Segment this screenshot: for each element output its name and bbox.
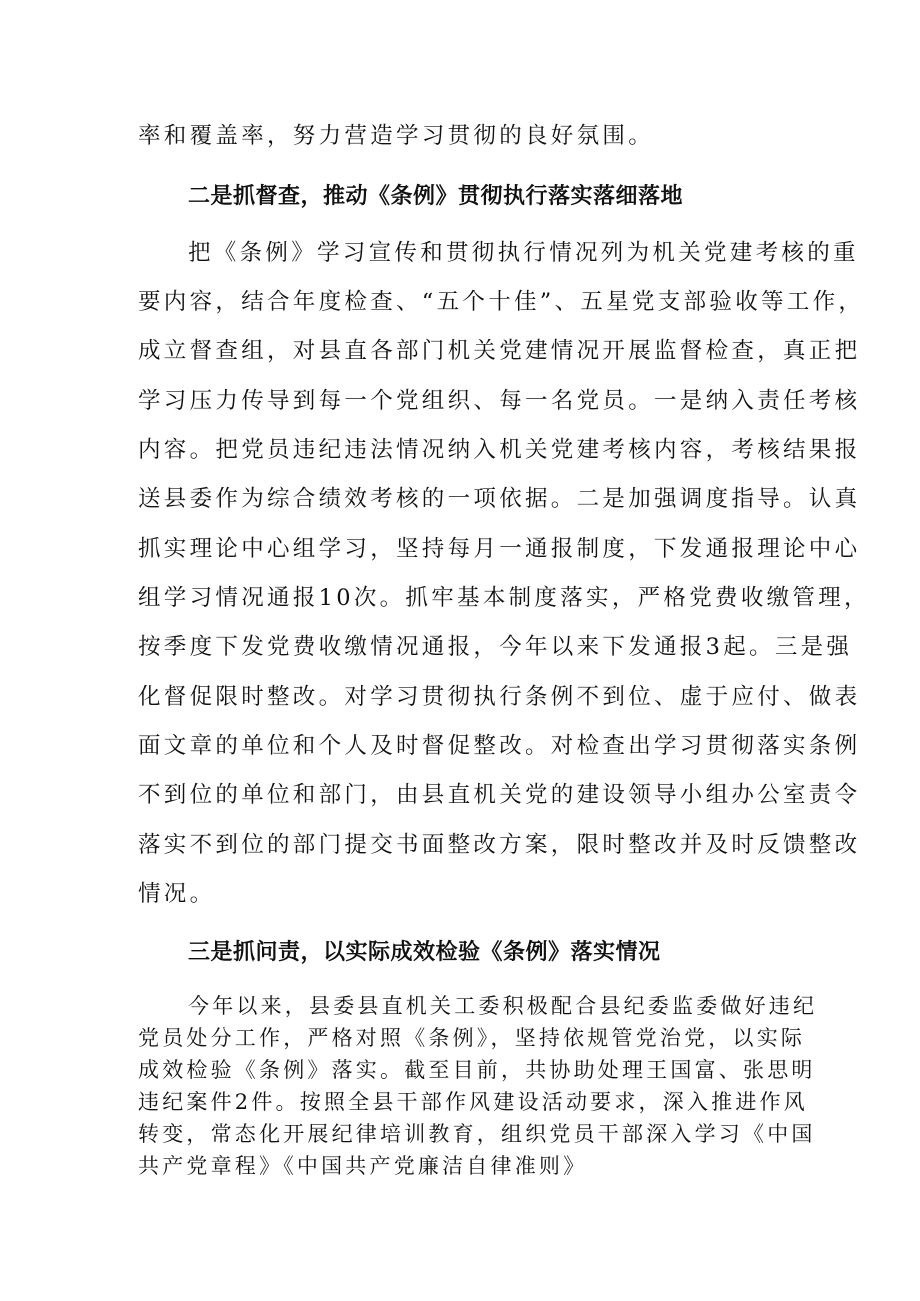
paragraph-line: 落实不到位的部门提交书面整改方案，限时整改并及时反馈整改 [138, 832, 861, 858]
paragraph-line: 面文章的单位和个人及时督促整改。对检查出学习贯彻落实条例 [138, 733, 861, 759]
section-heading-2: 二是抓督查，推动《条例》贯彻执行落实落细落地 [188, 183, 684, 209]
paragraph-line: 成效检验《条例》落实。截至目前，共协助处理王国富、张思明 [138, 1058, 816, 1082]
paragraph-line: 抓实理论中心组学习，坚持每月一通报制度，下发通报理论中心 [138, 536, 861, 562]
paragraph-line: 学习压力传导到每一个党组织、每一名党员。一是纳入责任考核 [138, 388, 861, 414]
paragraph-line: 情况。 [138, 881, 216, 907]
paragraph-line: 送县委作为综合绩效考核的一项依据。二是加强调度指导。认真 [138, 486, 861, 512]
paragraph-line: 内容。把党员违纪违法情况纳入机关党建考核内容，考核结果报 [138, 437, 861, 463]
paragraph-line: 共产党章程》《中国共产党廉洁自律准则》 [138, 1154, 588, 1178]
section-heading-3: 三是抓问责，以实际成效检验《条例》落实情况 [188, 939, 661, 965]
paragraph-line: 转变，常态化开展纪律培训教育，组织党员干部深入学习《中国 [138, 1122, 816, 1146]
paragraph-line: 要内容，结合年度检查、“五个十佳”、五星党支部验收等工作， [138, 289, 865, 315]
paragraph-line: 化督促限时整改。对学习贯彻执行条例不到位、虚于应付、做表 [138, 684, 861, 710]
paragraph-line: 违纪案件2件。按照全县干部作风建设活动要求，深入推进作风 [138, 1090, 808, 1114]
paragraph-line: 把《条例》学习宣传和贯彻执行情况列为机关党建考核的重 [188, 240, 859, 266]
paragraph-line: 党员处分工作，严格对照《条例》，坚持依规管党治党，以实际 [138, 1026, 806, 1050]
paragraph-line: 不到位的单位和部门，由县直机关党的建设领导小组办公室责令 [138, 782, 861, 808]
paragraph-line: 今年以来，县委县直机关工委积极配合县纪委监委做好违纪 [188, 994, 818, 1018]
paragraph-line: 成立督查组，对县直各部门机关党建情况开展监督检查，真正把 [138, 338, 861, 364]
paragraph-line: 组学习情况通报10次。抓牢基本制度落实，严格党费收缴管理， [138, 585, 870, 611]
paragraph-line: 率和覆盖率，努力营造学习贯彻的良好氛围。 [138, 123, 655, 149]
paragraph-line: 按季度下发党费收缴情况通报，今年以来下发通报3起。三是强 [138, 634, 853, 660]
